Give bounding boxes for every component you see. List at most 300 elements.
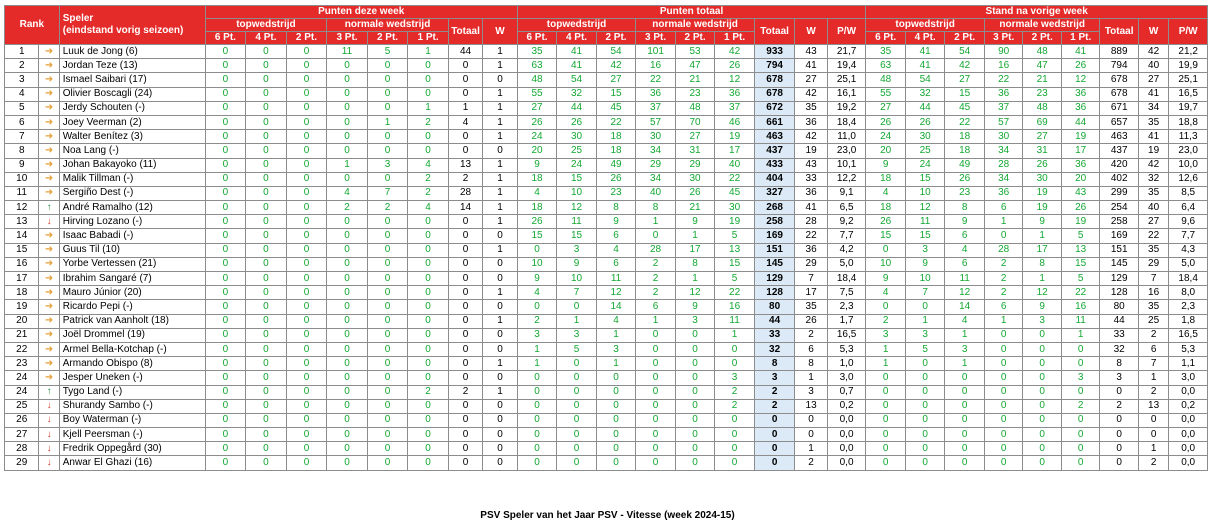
total-points-cell: 327: [754, 186, 795, 200]
value-cell: 0: [715, 428, 755, 442]
value-cell: 44: [1061, 115, 1100, 129]
total-points-cell: 678: [754, 87, 795, 101]
arrow-right-icon: ➜: [44, 371, 54, 383]
value-cell: 0: [205, 73, 246, 87]
header-prev-top: topwedstrijd: [866, 19, 985, 32]
value-cell: 5: [715, 272, 755, 286]
rank-cell: 1: [5, 45, 39, 59]
value-cell: 26: [945, 172, 985, 186]
value-cell: 34: [636, 172, 676, 186]
trend-cell: [39, 201, 59, 215]
rank-cell: 2: [5, 59, 39, 73]
value-cell: 0: [286, 59, 327, 73]
value-cell: 1: [984, 314, 1023, 328]
table-row: [5, 300, 1208, 314]
value-cell: 22: [945, 115, 985, 129]
value-cell: 22: [1061, 286, 1100, 300]
value-cell: 1: [408, 101, 449, 115]
value-cell: 3: [866, 328, 906, 342]
value-cell: 48: [1023, 101, 1062, 115]
value-cell: 1: [483, 286, 517, 300]
value-cell: 36: [795, 186, 827, 200]
value-cell: 1: [483, 158, 517, 172]
rank-cell: 3: [5, 73, 39, 87]
total-points-cell: 2: [754, 399, 795, 413]
value-cell: 0: [246, 342, 287, 356]
value-cell: 1: [483, 115, 517, 129]
value-cell: 0: [246, 158, 287, 172]
value-cell: 6: [596, 229, 636, 243]
rank-cell: 13: [5, 215, 39, 229]
value-cell: 1: [517, 357, 557, 371]
value-cell: 9: [905, 257, 945, 271]
value-cell: 1: [945, 328, 985, 342]
value-cell: 13: [1138, 399, 1168, 413]
value-cell: 0: [205, 328, 246, 342]
value-cell: 0: [517, 385, 557, 399]
value-cell: 1: [557, 314, 597, 328]
value-cell: 0: [327, 172, 368, 186]
value-cell: 0: [408, 229, 449, 243]
value-cell: 0: [1100, 428, 1139, 442]
value-cell: 0: [327, 101, 368, 115]
header-prev-4pt: 4 Pt.: [905, 32, 945, 45]
value-cell: 0: [448, 257, 482, 271]
arrow-down-icon: ↓: [46, 400, 52, 412]
value-cell: 9: [675, 215, 715, 229]
player-name-cell: Anwar El Ghazi (16): [59, 456, 205, 470]
value-cell: 0: [246, 243, 287, 257]
value-cell: 0: [483, 413, 517, 427]
value-cell: 0: [905, 371, 945, 385]
value-cell: 0: [205, 342, 246, 356]
value-cell: 48: [866, 73, 906, 87]
rank-cell: 16: [5, 257, 39, 271]
value-cell: 0: [327, 257, 368, 271]
value-cell: 1: [483, 314, 517, 328]
value-cell: 43: [1061, 186, 1100, 200]
trend-cell: [39, 272, 59, 286]
player-name-cell: Jerdy Schouten (-): [59, 101, 205, 115]
value-cell: 0: [715, 413, 755, 427]
value-cell: 0: [483, 257, 517, 271]
value-cell: 0: [596, 428, 636, 442]
value-cell: 0: [367, 286, 408, 300]
value-cell: 0: [984, 385, 1023, 399]
trend-cell: [39, 186, 59, 200]
value-cell: 18,8: [1169, 115, 1208, 129]
trend-cell: [39, 144, 59, 158]
header-prev-pw: P/W: [1169, 19, 1208, 45]
value-cell: 40: [715, 158, 755, 172]
value-cell: 18,4: [827, 115, 866, 129]
value-cell: 27: [596, 73, 636, 87]
value-cell: 1: [596, 328, 636, 342]
rank-cell: 24: [5, 371, 39, 385]
value-cell: 0: [205, 229, 246, 243]
value-cell: 0: [327, 399, 368, 413]
value-cell: 2: [367, 201, 408, 215]
player-name-cell: Boy Waterman (-): [59, 413, 205, 427]
value-cell: 25: [1138, 314, 1168, 328]
value-cell: 0: [286, 314, 327, 328]
total-points-cell: 32: [754, 342, 795, 356]
total-points-cell: 0: [754, 413, 795, 427]
value-cell: 48: [1023, 45, 1062, 59]
header-total-3pt: 3 Pt.: [636, 32, 676, 45]
value-cell: 0: [367, 385, 408, 399]
value-cell: 0,7: [827, 385, 866, 399]
trend-cell: [39, 428, 59, 442]
value-cell: 0: [286, 158, 327, 172]
value-cell: 0: [367, 144, 408, 158]
value-cell: 10: [866, 257, 906, 271]
header-prev-6pt: 6 Pt.: [866, 32, 906, 45]
value-cell: 0: [246, 215, 287, 229]
value-cell: 16,1: [827, 87, 866, 101]
value-cell: 35: [517, 45, 557, 59]
total-points-cell: 2: [754, 385, 795, 399]
value-cell: 0: [246, 257, 287, 271]
trend-cell: [39, 399, 59, 413]
header-total-6pt: 6 Pt.: [517, 32, 557, 45]
value-cell: 28: [795, 215, 827, 229]
value-cell: 1: [1023, 272, 1062, 286]
value-cell: 0: [636, 357, 676, 371]
value-cell: 2,3: [827, 300, 866, 314]
value-cell: 2: [715, 399, 755, 413]
value-cell: 36: [1061, 87, 1100, 101]
value-cell: 49: [596, 158, 636, 172]
header-total-4pt: 4 Pt.: [557, 32, 597, 45]
trend-cell: [39, 215, 59, 229]
value-cell: 1: [675, 272, 715, 286]
value-cell: 0: [286, 300, 327, 314]
value-cell: 0: [596, 371, 636, 385]
value-cell: 26: [557, 115, 597, 129]
value-cell: 0: [286, 342, 327, 356]
value-cell: 0: [945, 428, 985, 442]
value-cell: 42: [1138, 158, 1168, 172]
trend-cell: [39, 286, 59, 300]
total-points-cell: 80: [754, 300, 795, 314]
value-cell: 0: [448, 215, 482, 229]
value-cell: 0,0: [827, 428, 866, 442]
rank-cell: 20: [5, 314, 39, 328]
value-cell: 0: [246, 144, 287, 158]
value-cell: 6: [636, 300, 676, 314]
value-cell: 44: [557, 101, 597, 115]
value-cell: 14: [448, 201, 482, 215]
value-cell: 0: [866, 243, 906, 257]
value-cell: 6,5: [827, 201, 866, 215]
value-cell: 4: [408, 158, 449, 172]
value-cell: 10: [557, 186, 597, 200]
trend-cell: [39, 130, 59, 144]
value-cell: 5: [557, 342, 597, 356]
value-cell: 0: [984, 413, 1023, 427]
value-cell: 55: [517, 87, 557, 101]
table-row: [5, 328, 1208, 342]
value-cell: 0: [327, 342, 368, 356]
value-cell: 2: [984, 257, 1023, 271]
value-cell: 30: [557, 130, 597, 144]
value-cell: 0: [636, 442, 676, 456]
value-cell: 29: [675, 158, 715, 172]
value-cell: 0: [205, 45, 246, 59]
value-cell: 0: [246, 456, 287, 470]
value-cell: 0: [448, 229, 482, 243]
value-cell: 0: [715, 442, 755, 456]
value-cell: 2: [1138, 456, 1168, 470]
value-cell: 0: [246, 115, 287, 129]
value-cell: 151: [1100, 243, 1139, 257]
value-cell: 0: [408, 442, 449, 456]
header-total-w: W: [795, 19, 827, 45]
total-points-cell: 463: [754, 130, 795, 144]
value-cell: 0: [286, 87, 327, 101]
value-cell: 4,2: [827, 243, 866, 257]
rank-cell: 4: [5, 87, 39, 101]
total-points-cell: 672: [754, 101, 795, 115]
value-cell: 0: [1100, 385, 1139, 399]
value-cell: 0: [286, 286, 327, 300]
value-cell: 26: [1023, 158, 1062, 172]
value-cell: 0: [246, 73, 287, 87]
value-cell: 11: [905, 215, 945, 229]
value-cell: 0: [483, 73, 517, 87]
value-cell: 101: [636, 45, 676, 59]
value-cell: 0: [636, 328, 676, 342]
value-cell: 5,3: [1169, 342, 1208, 356]
value-cell: 0: [448, 144, 482, 158]
value-cell: 2: [408, 172, 449, 186]
value-cell: 11: [1061, 314, 1100, 328]
arrow-right-icon: ➜: [44, 286, 54, 298]
arrow-right-icon: ➜: [44, 272, 54, 284]
table-row: [5, 442, 1208, 456]
table-row: [5, 342, 1208, 356]
value-cell: 42: [945, 59, 985, 73]
player-name-cell: Ricardo Pepi (-): [59, 300, 205, 314]
value-cell: 0: [246, 272, 287, 286]
value-cell: 8,5: [1169, 186, 1208, 200]
value-cell: 0,0: [827, 442, 866, 456]
rank-cell: 18: [5, 286, 39, 300]
player-name-cell: Malik Tillman (-): [59, 172, 205, 186]
value-cell: 0: [715, 357, 755, 371]
value-cell: 0: [408, 300, 449, 314]
value-cell: 18: [517, 172, 557, 186]
value-cell: 0: [483, 229, 517, 243]
arrow-right-icon: ➜: [44, 102, 54, 114]
value-cell: 0: [205, 186, 246, 200]
value-cell: 27: [795, 73, 827, 87]
value-cell: 41: [1138, 87, 1168, 101]
table-row: [5, 115, 1208, 129]
total-points-cell: 128: [754, 286, 795, 300]
value-cell: 0: [945, 456, 985, 470]
value-cell: 889: [1100, 45, 1139, 59]
value-cell: 1: [448, 101, 482, 115]
value-cell: 0: [286, 328, 327, 342]
trend-cell: [39, 115, 59, 129]
value-cell: 0: [367, 243, 408, 257]
value-cell: 0: [557, 371, 597, 385]
value-cell: 169: [1100, 229, 1139, 243]
value-cell: 26: [1061, 201, 1100, 215]
value-cell: 0: [408, 130, 449, 144]
value-cell: 0: [557, 300, 597, 314]
value-cell: 29: [1138, 257, 1168, 271]
value-cell: 0,0: [1169, 442, 1208, 456]
value-cell: 2: [517, 314, 557, 328]
value-cell: 15: [866, 229, 906, 243]
player-name-cell: Joey Veerman (2): [59, 115, 205, 129]
value-cell: 21,7: [827, 45, 866, 59]
value-cell: 21,2: [1169, 45, 1208, 59]
value-cell: 18: [866, 172, 906, 186]
value-cell: 25: [557, 144, 597, 158]
value-cell: 0: [367, 272, 408, 286]
value-cell: 2: [636, 272, 676, 286]
table-row: [5, 87, 1208, 101]
header-week-2pt-normal: 2 Pt.: [367, 32, 408, 45]
trend-cell: [39, 300, 59, 314]
value-cell: 2: [448, 385, 482, 399]
value-cell: 6: [1138, 342, 1168, 356]
player-name-cell: Shurandy Sambo (-): [59, 399, 205, 413]
value-cell: 20: [866, 144, 906, 158]
value-cell: 15: [1061, 257, 1100, 271]
arrow-right-icon: ➜: [44, 59, 54, 71]
trend-cell: [39, 314, 59, 328]
value-cell: 13: [1061, 243, 1100, 257]
value-cell: 0: [286, 115, 327, 129]
table-row: [5, 286, 1208, 300]
value-cell: 2: [636, 257, 676, 271]
player-name-cell: Jesper Uneken (-): [59, 371, 205, 385]
value-cell: 0: [675, 371, 715, 385]
value-cell: 10: [905, 272, 945, 286]
value-cell: 0: [675, 413, 715, 427]
arrow-right-icon: ➜: [44, 300, 54, 312]
value-cell: 0: [205, 371, 246, 385]
value-cell: 4: [517, 286, 557, 300]
value-cell: 28: [636, 243, 676, 257]
value-cell: 0: [905, 428, 945, 442]
value-cell: 13: [715, 243, 755, 257]
value-cell: 0: [483, 272, 517, 286]
value-cell: 0: [596, 442, 636, 456]
value-cell: 12: [1061, 73, 1100, 87]
value-cell: 12: [945, 286, 985, 300]
header-prev-3pt: 3 Pt.: [984, 32, 1023, 45]
value-cell: 258: [1100, 215, 1139, 229]
value-cell: 19: [1061, 215, 1100, 229]
total-points-cell: 145: [754, 257, 795, 271]
value-cell: 0: [866, 442, 906, 456]
value-cell: 0: [246, 300, 287, 314]
value-cell: 0: [1061, 442, 1100, 456]
value-cell: 0: [205, 428, 246, 442]
value-cell: 1: [483, 45, 517, 59]
table-row: [5, 144, 1208, 158]
value-cell: 5: [1061, 272, 1100, 286]
value-cell: 30: [715, 201, 755, 215]
value-cell: 0: [408, 215, 449, 229]
value-cell: 7: [1138, 272, 1168, 286]
trend-cell: [39, 172, 59, 186]
value-cell: 463: [1100, 130, 1139, 144]
value-cell: 36: [715, 87, 755, 101]
value-cell: 0: [636, 413, 676, 427]
value-cell: 0: [448, 286, 482, 300]
value-cell: 0: [1100, 456, 1139, 470]
value-cell: 0: [327, 428, 368, 442]
value-cell: 19,9: [1169, 59, 1208, 73]
value-cell: 9: [557, 257, 597, 271]
value-cell: 671: [1100, 101, 1139, 115]
value-cell: 0: [408, 243, 449, 257]
value-cell: 23,0: [827, 144, 866, 158]
value-cell: 0: [557, 385, 597, 399]
value-cell: 27: [1138, 215, 1168, 229]
value-cell: 0: [448, 300, 482, 314]
value-cell: 9,6: [1169, 215, 1208, 229]
value-cell: 0: [408, 314, 449, 328]
value-cell: 0: [327, 286, 368, 300]
value-cell: 29: [636, 158, 676, 172]
value-cell: 0: [286, 413, 327, 427]
value-cell: 44: [448, 45, 482, 59]
value-cell: 0: [246, 442, 287, 456]
table-row: [5, 186, 1208, 200]
value-cell: 69: [1023, 115, 1062, 129]
value-cell: 0: [408, 144, 449, 158]
value-cell: 0: [984, 399, 1023, 413]
value-cell: 1: [483, 357, 517, 371]
value-cell: 21: [675, 73, 715, 87]
value-cell: 0: [246, 314, 287, 328]
value-cell: 0: [636, 229, 676, 243]
value-cell: 0: [984, 428, 1023, 442]
value-cell: 0: [1138, 428, 1168, 442]
value-cell: 11: [715, 314, 755, 328]
rank-cell: 11: [5, 186, 39, 200]
value-cell: 0: [205, 442, 246, 456]
value-cell: 6: [945, 257, 985, 271]
value-cell: 0: [205, 413, 246, 427]
value-cell: 0: [1023, 371, 1062, 385]
value-cell: 0: [517, 428, 557, 442]
value-cell: 5: [715, 229, 755, 243]
value-cell: 22: [1138, 229, 1168, 243]
value-cell: 12,6: [1169, 172, 1208, 186]
table-row: [5, 456, 1208, 470]
value-cell: 2: [984, 272, 1023, 286]
value-cell: 0: [246, 45, 287, 59]
header-rank: Rank: [5, 6, 60, 45]
value-cell: 0: [448, 59, 482, 73]
value-cell: 0: [205, 286, 246, 300]
value-cell: 26: [675, 186, 715, 200]
value-cell: 35: [1138, 115, 1168, 129]
value-cell: 12: [675, 286, 715, 300]
value-cell: 48: [517, 73, 557, 87]
value-cell: 42: [715, 45, 755, 59]
value-cell: 18,4: [827, 272, 866, 286]
